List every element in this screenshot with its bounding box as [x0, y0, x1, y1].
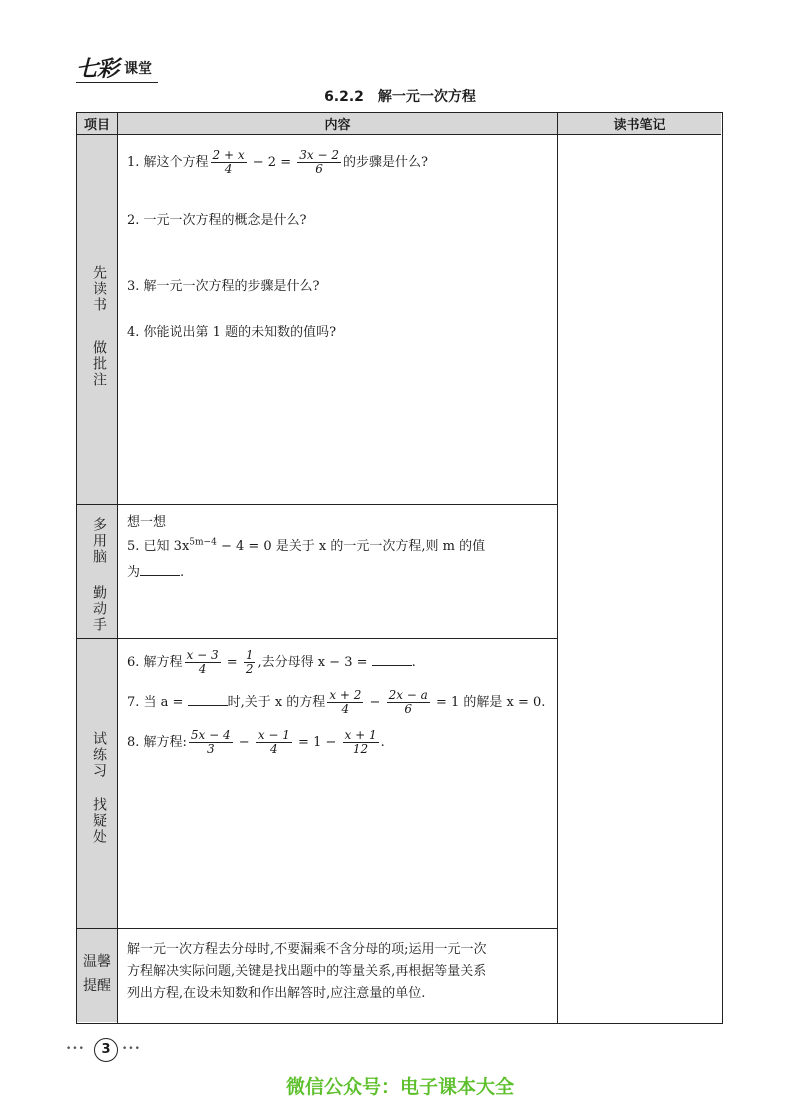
section-label-practice [77, 639, 117, 929]
section-label-top: 试练习 [91, 731, 107, 779]
question-4: 4. 你能说出第 1 题的未知数的值吗? [127, 325, 337, 340]
section-label-top: 多用脑 [91, 517, 107, 565]
think-heading: 想一想 [127, 515, 167, 530]
answer-blank[interactable] [140, 575, 180, 576]
section-label-bottom: 提醒 [83, 978, 111, 994]
section-label-think [77, 505, 117, 639]
reminder-line: 解一元一次方程去分母时,不要漏乘不含分母的项;运用一元一次 [127, 942, 487, 957]
section-label-top: 温馨 [83, 954, 111, 970]
page-dots-left: ••• [66, 1044, 85, 1054]
row-divider [77, 504, 558, 505]
brand-underline [76, 82, 158, 83]
header-content: 内容 [117, 113, 558, 135]
page-number: 3 [94, 1038, 118, 1062]
question-5-answer: 为 . [127, 565, 185, 580]
section-label-bottom: 勤动手 [91, 585, 107, 633]
page-dots-right: ••• [122, 1044, 141, 1054]
question-1: 1. 解这个方程 $\frac{2 + x}{4}$ − 2 = $\frac{3x - 2}{6}$ 的步骤是什么? [127, 148, 428, 177]
section-label-bottom: 找疑处 [91, 797, 107, 845]
header-notes: 读书笔记 [558, 113, 721, 135]
section-label-read [77, 135, 117, 505]
section-label-top: 先读书 [91, 265, 107, 313]
brand-mark: 七彩 [76, 56, 119, 82]
question-2: 2. 一元一次方程的概念是什么? [127, 213, 307, 228]
question-3: 3. 解一元一次方程的步骤是什么? [127, 279, 320, 294]
answer-blank[interactable] [188, 705, 228, 706]
section-label-bottom: 做批注 [91, 340, 107, 388]
watermark: 微信公众号：电子课本大全 [285, 1076, 514, 1098]
section-label-tip [77, 929, 117, 1022]
worksheet-table [76, 112, 723, 1024]
question-5: 5. 已知 $3x^{5m-4} - 4 = 0$ 是关于 x 的一元一次方程,则 m 的值 [127, 537, 486, 554]
page-number-badge [66, 1038, 146, 1060]
divider-col-1 [117, 113, 118, 1023]
brand-logo [76, 48, 158, 82]
reminder-text [127, 939, 567, 1005]
row-divider [77, 638, 558, 639]
question-7: 7. 当 a = 时,关于 x 的方程 $\frac{x + 2}{4}$ − $\frac{2x - a}{6}$ = 1 的解是 x = 0. [127, 688, 546, 717]
header-project: 项目 [77, 113, 117, 135]
page-title: 6.2.2 解一元一次方程 [324, 89, 476, 105]
reminder-line: 列出方程,在设未知数和作出解答时,应注意量的单位. [127, 986, 426, 1001]
question-6: 6. 解方程 $\frac{x - 3}{4}$ = $\frac{1}{2}$ ,去分母得 x − 3 = . [127, 648, 416, 677]
reminder-line: 方程解决实际问题,关键是找出题中的等量关系,再根据等量关系 [127, 964, 487, 979]
brand-word: 课堂 [124, 61, 152, 77]
divider-col-2 [557, 113, 558, 1023]
answer-blank[interactable] [372, 665, 412, 666]
row-divider [77, 928, 558, 929]
question-8: 8. 解方程: $\frac{5x - 4}{3}$ − $\frac{x - 1}{4}$ = 1 − $\frac{x + 1}{12}$ . [127, 728, 385, 757]
